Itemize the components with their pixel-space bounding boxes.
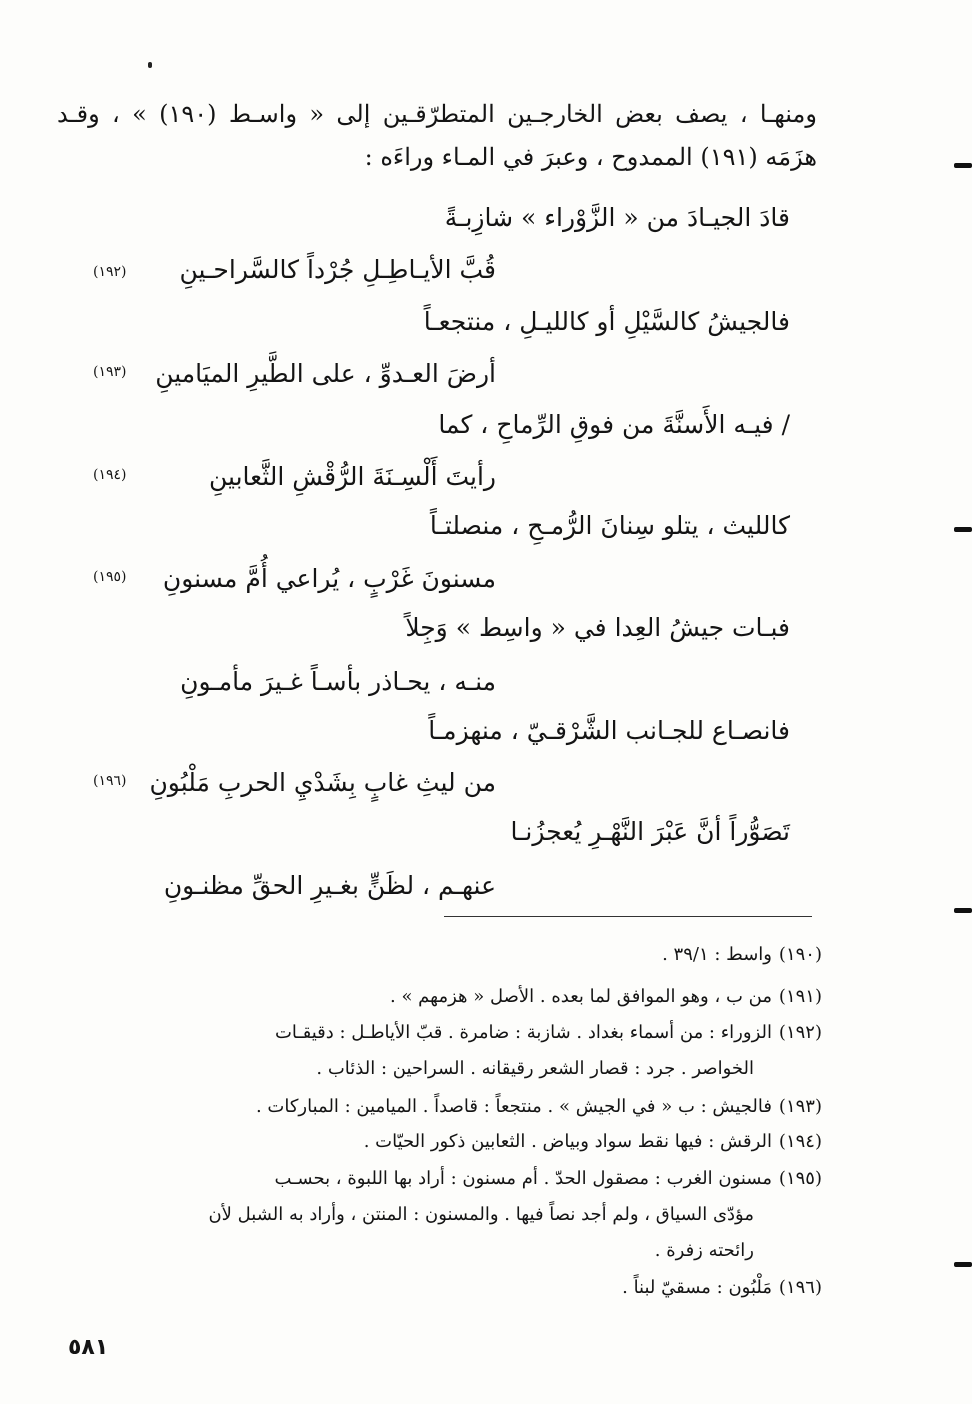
footnote-195: [274, 1168, 822, 1189]
scan-edge-mark: [954, 908, 972, 913]
footnote-number: (١٩٤): [778, 1131, 822, 1152]
footnote-text: من ب ، وهو الموافق لما بعده . الأصل « هزمهم » .: [390, 986, 772, 1007]
verse-8: مسنونَ غَرْبٍ ، يُراعي أُمَّ مسنونِ: [162, 564, 496, 593]
verse-14: عنهـم ، لظَنٍّ بغـيرِ الحقِّ مظنـونِ: [163, 871, 496, 900]
footnote-number: (١٩٦): [778, 1277, 822, 1298]
verse-10: منـه ، يحـاذر بأسـاً غـيرَ مأمـونِ: [180, 667, 496, 696]
footnote-text: واسط : ٣٩/١ .: [662, 944, 772, 965]
page-number: ٥٨١: [68, 1335, 109, 1360]
verse-7: كالليث ، يتلو سِنانَ الرُّمـحِ ، منصلتـاً: [429, 511, 790, 540]
scan-edge-mark: [954, 1262, 972, 1267]
verse-12: من ليثِ غابٍ بِشَدْيِ الحربِ مَلْبُونِ: [149, 768, 496, 797]
verse-9: فبـات جيشُ العِدا في « واسِط » وَجِلاً: [405, 613, 790, 642]
intro-line-1: ومنهـا ، يصف بعض الخارجـين المتطرّقـين إلى « واسـط (١٩٠) » ، وقـد: [57, 100, 817, 128]
footnote-divider: [444, 916, 812, 917]
footnote-text: الزوراء : من أسماء بغداد . شازبة : ضامرة . قبّ الأياطـل : دقيقـات: [274, 1022, 772, 1043]
verse-4-note: (١٩٣): [93, 364, 127, 380]
footnote-text: مسنون الغرب : مصقول الحدّ . أم مسنون : أراد بها اللبوة ، بحسـب: [274, 1168, 772, 1189]
footnote-number: (١٩١): [778, 986, 822, 1007]
footnote-190: [662, 944, 822, 965]
footnote-number: (١٩٢): [778, 1022, 822, 1043]
footnote-192: [275, 1022, 822, 1043]
verse-12-note: (١٩٦): [93, 773, 127, 789]
verse-2-note: (١٩٢): [93, 264, 127, 280]
verse-13: تَصَوُّراً أنَّ عَبْرَ النَّهْـرِ يُعجزُنـا: [510, 817, 790, 846]
footnote-number: (١٩٥): [778, 1168, 822, 1189]
footnote-195-cont-2: رائحته زفرة .: [654, 1240, 754, 1261]
verse-1: قادَ الجيـادَ من « الزَّوْراء » شازِبـةً: [444, 203, 790, 232]
footnote-number: (١٩٠): [778, 944, 822, 965]
footnote-number: (١٩٣): [778, 1096, 822, 1117]
footnote-191: [390, 986, 822, 1007]
footnote-text: الرقش : فيها نقط سواد وبياض . الثعابين ذكور الحيّات .: [363, 1131, 772, 1152]
verse-6-note: (١٩٤): [93, 467, 127, 483]
footnote-196: [622, 1277, 822, 1298]
verse-3: فالجيشُ كالسَّيْلِ أو كالليـلِ ، منتجعـاً: [423, 307, 790, 336]
footnote-194: [364, 1131, 822, 1152]
footnote-text: فالجيش : ب « في الجيش » . منتجعاً : قاصداً . الميامين : المباركات .: [255, 1096, 772, 1117]
scan-edge-mark: [954, 163, 972, 168]
verse-5: / فيـه الأَسنَّةَ من فوقِ الرِّماحِ ، كما: [438, 410, 790, 439]
footnote-195-cont-1: مؤدّى السياق ، ولم أجد نصاً فيها . والمسنون : المنتن ، وأراد به الشبل لأن: [208, 1204, 754, 1225]
footnote-text: مَلْبُون : مسقيّ لبناً .: [622, 1277, 772, 1298]
verse-6: رأيتَ أَلْسِـنَةَ الرُّقْشِ الثَّعابينِ: [209, 462, 496, 491]
scan-edge-mark: [954, 527, 972, 532]
verse-2: قُبَّ الأيـاطِـلِ جُرْداً كالسَّراحـينِ: [179, 255, 496, 284]
verse-4: أرضَ العـدوِّ ، على الطَّيرِ الميَامينِ: [155, 359, 496, 388]
verse-11: فانصـاع للجـانب الشَّرْقـيّ ، منهزمـاً: [428, 716, 790, 745]
footnote-192-cont: الخواصر . جرد : قصار الشعر رقيقانه . السراحين : الذئاب .: [316, 1058, 754, 1079]
intro-line-2: هزَمَه (١٩١) الممدوح ، وعبرَ في المـاء وراءَه :: [364, 143, 817, 171]
footnote-193: [256, 1096, 822, 1117]
ink-mark: [148, 62, 152, 68]
verse-8-note: (١٩٥): [93, 569, 127, 585]
